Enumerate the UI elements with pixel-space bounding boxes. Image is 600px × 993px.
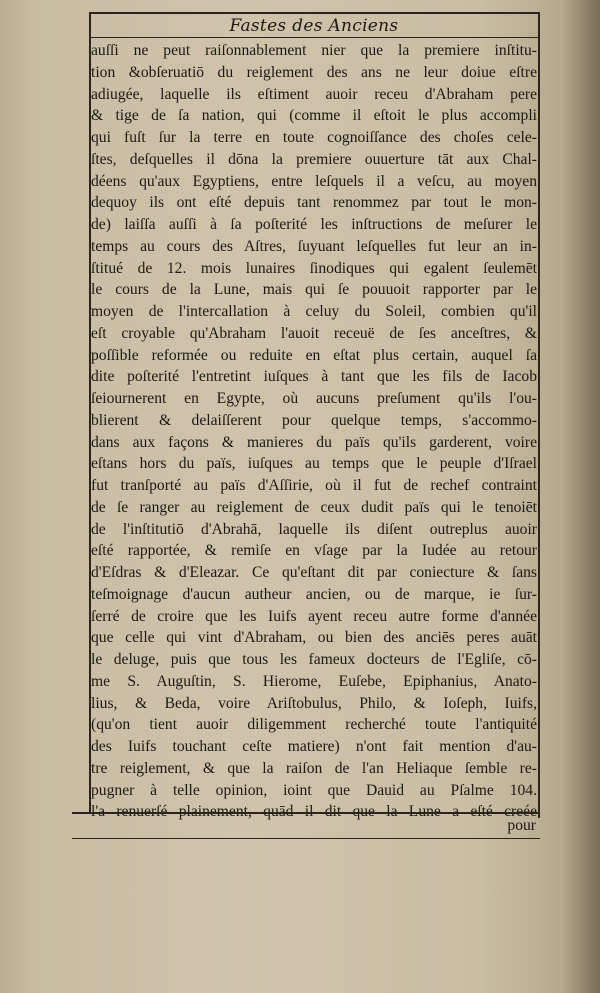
text-line: me S. Auguſtin, S. Hierome, Euſebe, Epiphanius, Anato- (91, 672, 537, 690)
catchword: pour (507, 817, 536, 834)
text-line: de) laiſſa auſſi à ſa poſterité les inſtructions de meſurer le (91, 216, 537, 233)
text-line: d'Eſdras & d'Eleazar. Ce qu'eſtant dit par coniecture & ſans (91, 564, 537, 581)
running-title: Fastes des Anciens (229, 16, 399, 36)
text-line: eſté rapportée, & remiſe en vſage par la Iudée au retour (91, 542, 537, 560)
text-line: de ſe ranger au reiglement de ceux dudit païs qui le tenoiēt (91, 498, 537, 516)
text-line: dite poſterité l'entretint iuſques à tant que les fils de Iacob (91, 368, 537, 386)
bottom-rule-lower (72, 838, 540, 839)
text-line: de l'inſtitutiō d'Abrahā, laquelle ils diſent outreplus auoir (91, 520, 537, 538)
text-line: & tige de ſa nation, qui (comme il eſtoit le plus accompli (91, 107, 537, 125)
text-line: tion &obſeruatiō du reiglement des ans ne leur doiue eſtre (91, 63, 537, 81)
text-line: tre reiglement, & que la raiſon de l'an Heliaque ſemble re- (91, 759, 537, 777)
text-line: (qu'on tient auoir diligemment recherché toute l'antiquité (91, 716, 537, 734)
frame-right-rule (538, 14, 540, 818)
text-line: qui fuſt ſur la terre en toute cognoiſſance des choſes cele- (91, 129, 537, 146)
text-line: déens qu'aux Egyptiens, entre leſquels il a veſcu, au moyen (91, 172, 537, 190)
text-line: ſerré de croire que les Iuifs ayent receu autre forme d'année (91, 607, 537, 625)
text-line: fut tranſporté au païs d'Aſſirie, où il fut de rechef contraint (91, 477, 537, 494)
text-line: pugner à telle opinion, ioint que Dauid au Pſalme 104. (91, 781, 537, 799)
text-line: eſt croyable qu'Abraham l'auoit receuë de ſes anceſtres, & (91, 324, 537, 342)
text-line: adiugée, laquelle ils eſtiment auoir receu d'Abraham pere (91, 85, 537, 103)
text-line: ſeiournerent en Egypte, où aucuns preſument qu'ils l'ou- (91, 390, 537, 407)
text-line: dequoy ils ont eſté depuis tant renommez par tout le mon- (91, 194, 537, 212)
text-line: ſtitué de 12. mois lunaires ſinodiques qui egalent ſeulemēt (91, 259, 537, 277)
text-line: auſſi ne peut raiſonnablement nier que la premiere inſtitu- (91, 42, 537, 59)
text-line: que celle qui vint d'Abraham, ou bien des anciēs peres auāt (91, 629, 537, 647)
text-line: poſſible reformée ou reduite en eſtat plus certain, auquel ſa (91, 346, 537, 364)
text-line: dans aux façons & manieres du païs qu'ils garderent, voire (91, 433, 537, 451)
text-line: le deluge, puis que tous les fameux docteurs de l'Egliſe, cō- (91, 651, 537, 668)
text-line: blierent & delaiſſerent pour quelque temps, s'accommo- (91, 411, 537, 429)
text-line: eſtans hors du païs, iuſques au temps que le peuple d'Iſrael (91, 455, 537, 473)
text-line: le cours de la Lune, mais qui ſe pouuoit rapporter par le (91, 281, 537, 299)
text-line: ſtes, deſquelles il dōna la premiere ouuerture tāt aux Chal- (91, 150, 537, 168)
text-line: lius, & Beda, voire Ariſtobulus, Philo, & Ioſeph, Iuifs, (91, 694, 537, 712)
body-text (91, 40, 537, 823)
text-line: des Iuifs touchant ceſte matiere) n'ont fait mention d'au- (91, 738, 537, 755)
text-line: teſmoignage d'aucun autheur ancien, ou de marque, ie ſur- (91, 585, 537, 603)
binding-gutter (562, 0, 600, 993)
text-line: temps au cours des Aſtres, ſuyuant leſquelles fut leur an in- (91, 237, 537, 255)
text-line: moyen de l'intercallation à celuy du Soleil, combien qu'il (91, 303, 537, 320)
